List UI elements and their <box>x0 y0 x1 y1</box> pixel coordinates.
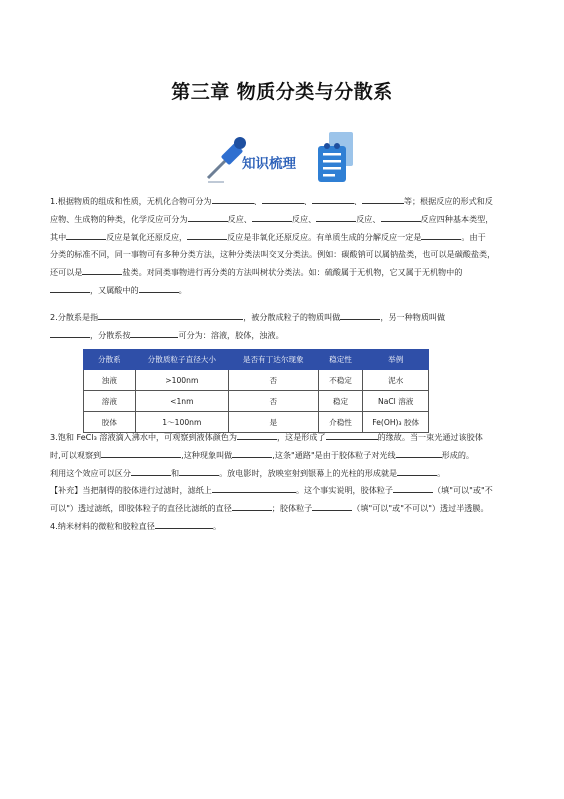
text-line: 1.根据物质的组成和性质，无机化合物可分为 、 、 、 等；根据反应的形式和反 <box>50 196 493 206</box>
text-line: ，分散系按 可分为：溶液，胶体，浊液。 <box>50 327 516 345</box>
text-line: 时,可以观察到 ,这种现象叫做 ,这条"通路"是由于胶体粒子对光线 形成的。 <box>50 449 475 460</box>
table-cell: 是 <box>228 412 318 433</box>
table-cell: 1～100nm <box>135 412 228 433</box>
text-line: 可以"）透过滤纸，即胶体粒子的直径比滤纸的直径 ；胶体粒子 （填"可以"或"不可以"）透过半透膜。 <box>50 503 489 514</box>
text-line: 利用这个效应可以区分 和 。放电影时，放映室射到银幕上的光柱的形成就是 。 <box>50 467 446 478</box>
text-line: 4.纳米材料的微粒和胶粒直径 。 <box>50 520 221 531</box>
text-line: 分类的标准不同，同一事物可有多种分类方法，这种分类法叫交叉分类法。例如：碳酸钠可以属钠盐类，也可以是碳酸盐类， <box>50 249 496 260</box>
table-header: 稳定性 <box>318 350 363 370</box>
table-cell: NaCl 溶液 <box>363 391 429 412</box>
page-title: 第三章 物质分类与分散系 <box>171 81 393 103</box>
table-header: 分散质粒子直径大小 <box>135 350 228 370</box>
text-line: ，又属酸中的 。 <box>50 282 516 300</box>
table-header: 分散系 <box>84 350 136 370</box>
knowledge-banner <box>204 130 360 184</box>
table-cell: 否 <box>228 391 318 412</box>
table-header: 是否有丁达尔现象 <box>228 350 318 370</box>
table-cell: >100nm <box>135 370 228 391</box>
table-cell: 溶液 <box>84 391 136 412</box>
table-cell: 不稳定 <box>318 370 363 391</box>
text-line: 2.分散系是指 ，被分散成粒子的物质叫做 ，另一种物质叫做 <box>50 312 446 322</box>
table-cell: 浊液 <box>84 370 136 391</box>
section-3 <box>50 429 516 536</box>
table-cell: 泥水 <box>363 370 429 391</box>
section-1 <box>50 193 516 300</box>
text-line: 还可以是 盐类。对同类事物进行再分类的方法叫树状分类法。如：硫酸属于无机物，它又属于无机物中的 <box>50 267 463 278</box>
table-row <box>84 370 429 391</box>
table-cell: 胶体 <box>84 412 136 433</box>
table-cell: Fe(OH)₃ 胶体 <box>363 412 429 433</box>
section-2 <box>50 309 516 345</box>
text-line: 3.饱和 FeCl₃ 溶液滴入沸水中，可观察到液体颜色为 ，这是形成了 的缘故。当一束光通过该胶体 <box>50 432 483 442</box>
table-cell: 否 <box>228 370 318 391</box>
table-cell: <1nm <box>135 391 228 412</box>
text-line: 其中 反应是氧化还原反应， 反应是非氧化还原反应。有单质生成的分解反应一定是 。由于 <box>50 231 486 242</box>
document-icon <box>314 130 360 184</box>
table-header-row <box>84 350 429 370</box>
table-header: 举例 <box>363 350 429 370</box>
text-line: 【补充】当把制得的胶体进行过滤时，滤纸上 。这个事实说明，胶体粒子 （填"可以"或"不 <box>50 485 493 496</box>
table-row <box>84 391 429 412</box>
text-line: 应物、生成物的种类，化学反应可分为 反应、 反应、 反应、 反应四种基本类型， <box>50 213 494 224</box>
table-cell: 介稳性 <box>318 412 363 433</box>
banner-label: 知识梳理 <box>242 156 296 172</box>
table-cell: 稳定 <box>318 391 363 412</box>
dispersion-table <box>83 349 429 433</box>
